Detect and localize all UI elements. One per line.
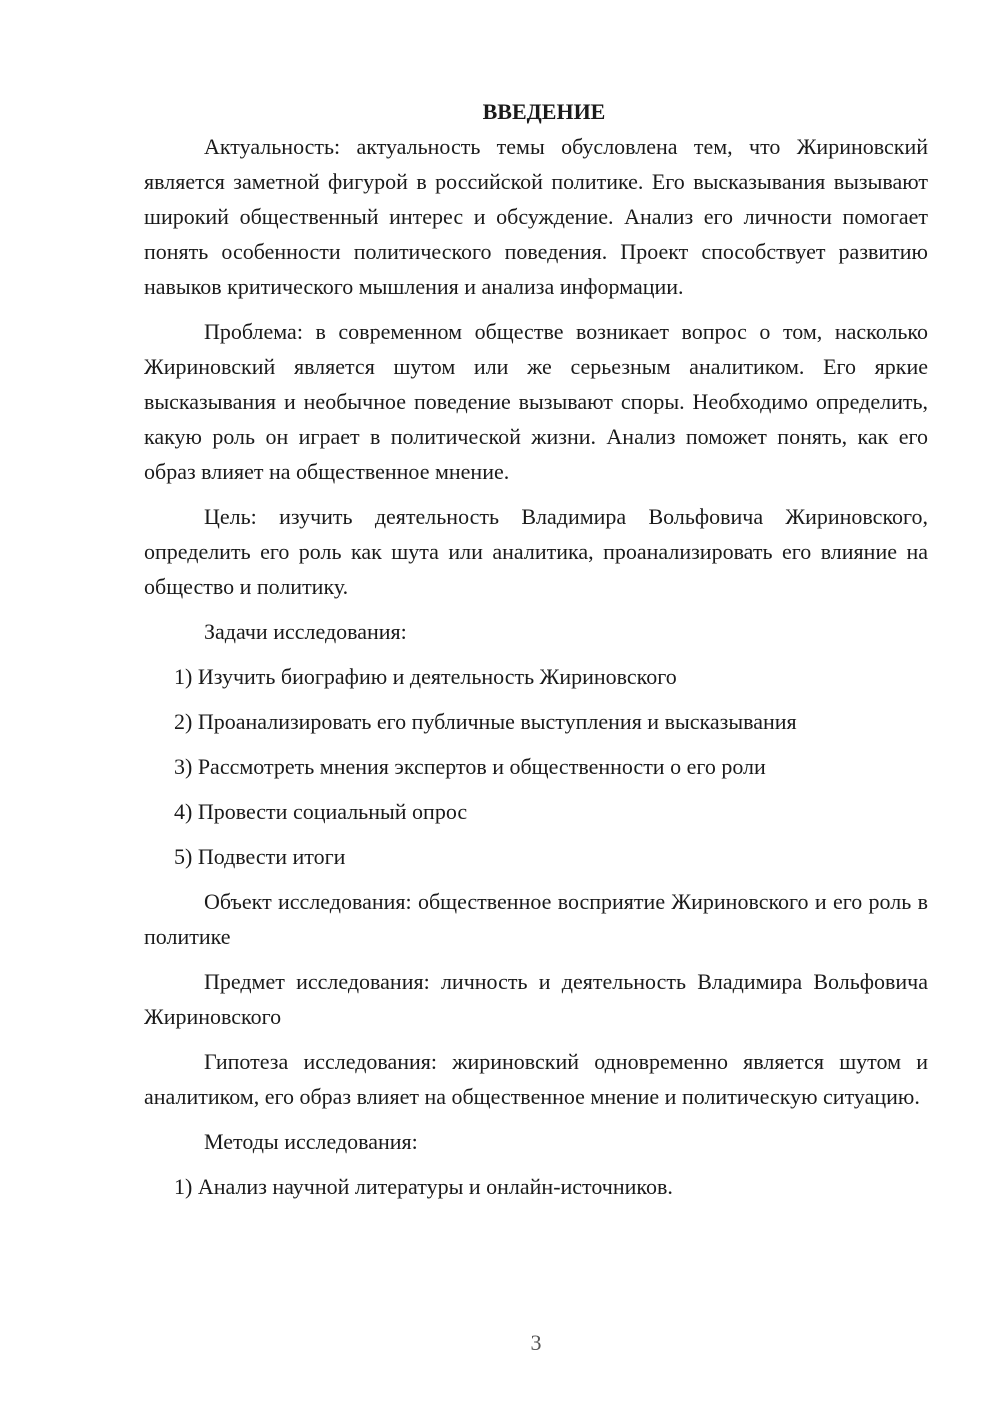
relevance-paragraph: Актуальность: актуальность темы обусловлена тем, что Жириновский является заметной фигурой в российской политике. Его высказывания вызывают широкий общественный интерес и обсуждение. Анализ его личности помогает понять особенности политического поведения. Проект способствует развитию навыков критического мышления и анализа информации. (144, 134, 928, 299)
task-item-3: 3) Рассмотреть мнения экспертов и общественности о его роли (174, 754, 766, 779)
task-item-5: 5) Подвести итоги (174, 844, 346, 869)
tasks-label: Задачи исследования: (204, 619, 407, 644)
hypothesis-paragraph: Гипотеза исследования: жириновский одновременно является шутом и аналитиком, его образ влияет на общественное мнение и политическую ситуацию. (144, 1049, 928, 1109)
problem-paragraph: Проблема: в современном обществе возникает вопрос о том, насколько Жириновский является шутом или же серьезным аналитиком. Его яркие высказывания и необычное поведение вызывают споры. Необходимо определить, какую роль он играет в политической жизни. Анализ поможет понять, как его образ влияет на общественное мнение. (144, 319, 928, 484)
subject-paragraph: Предмет исследования: личность и деятельность Владимира Вольфовича Жириновского (144, 969, 928, 1029)
document-page (144, 94, 928, 1214)
task-item-4: 4) Провести социальный опрос (174, 799, 468, 824)
object-paragraph: Объект исследования: общественное восприятие Жириновского и его роль в политике (144, 889, 928, 949)
method-item-1: 1) Анализ научной литературы и онлайн-источников. (174, 1174, 673, 1199)
page-number: 3 (530, 1330, 542, 1355)
methods-label: Методы исследования: (204, 1129, 418, 1154)
task-item-2: 2) Проанализировать его публичные выступления и высказывания (174, 709, 797, 734)
goal-paragraph: Цель: изучить деятельность Владимира Вольфовича Жириновского, определить его роль как шута или аналитика, проанализировать его влияние на общество и политику. (144, 504, 928, 599)
section-heading: ВВЕДЕНИЕ (482, 99, 606, 124)
task-item-1: 1) Изучить биографию и деятельность Жириновского (174, 664, 677, 689)
